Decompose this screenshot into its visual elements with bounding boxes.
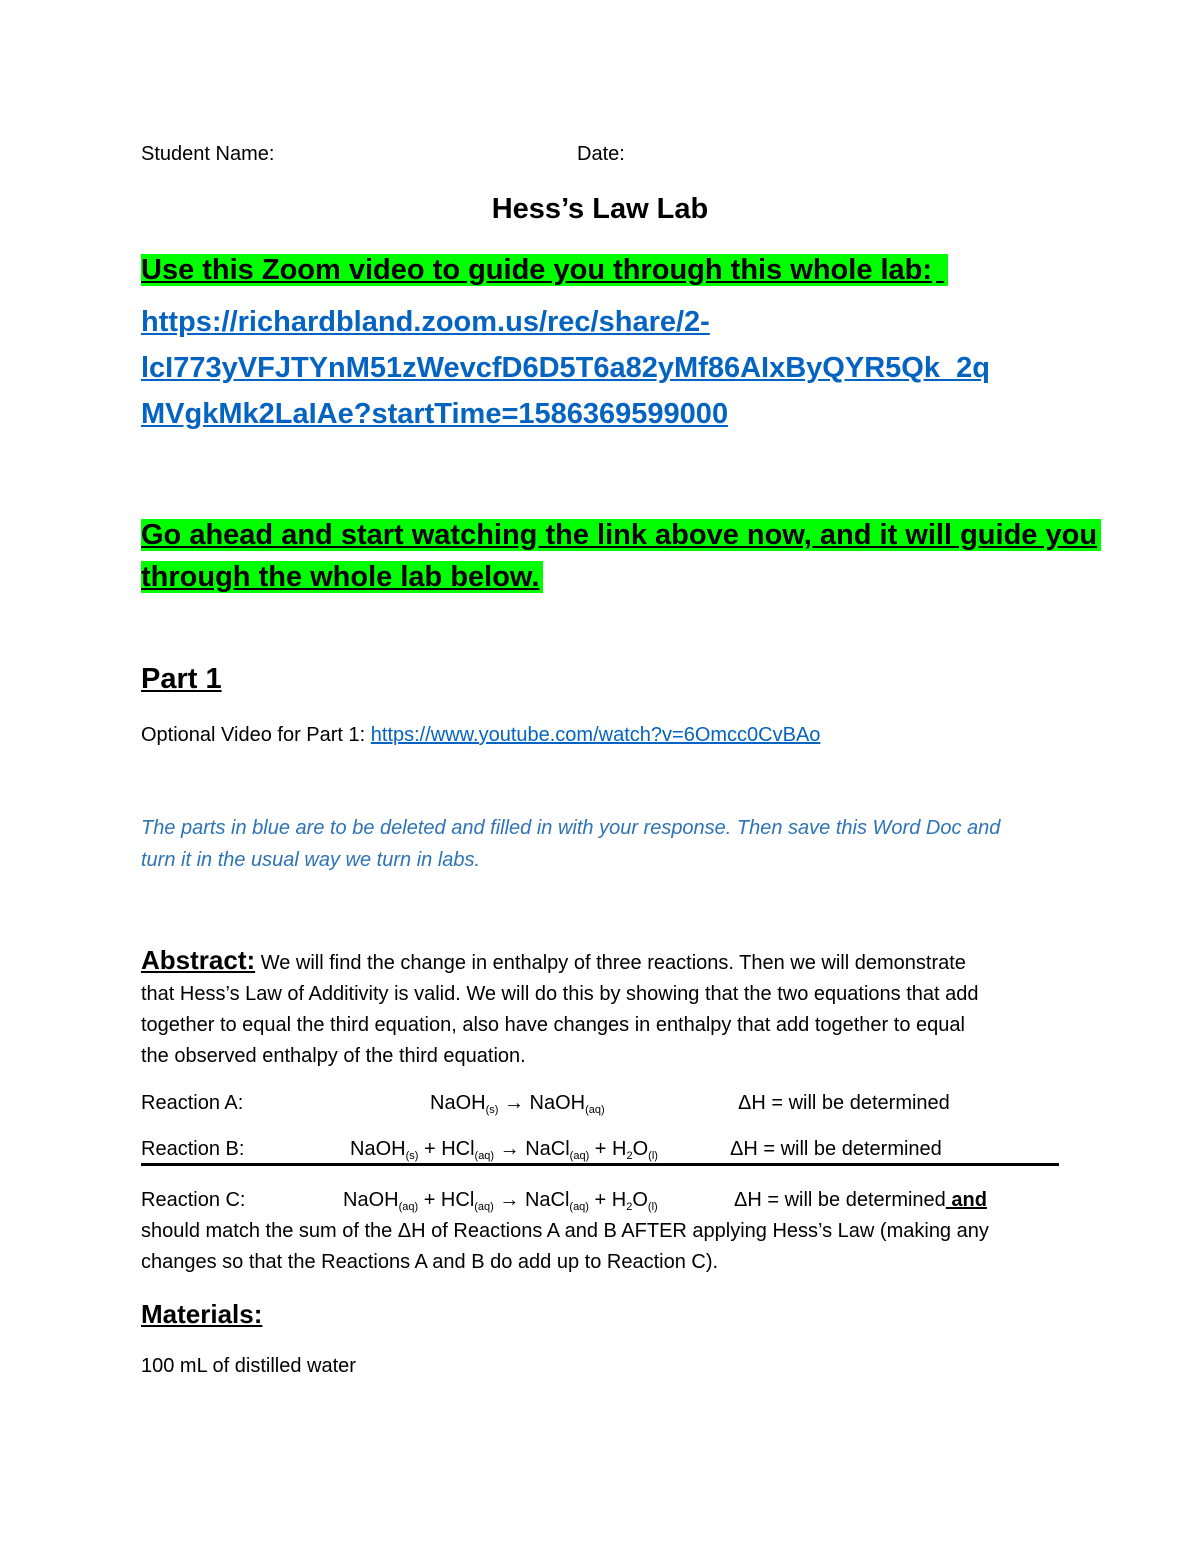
instruction-line-2 — [141, 557, 543, 598]
abstract-label: Abstract: — [141, 945, 256, 975]
blue-note-line-2: turn it in the usual way we turn in labs. — [141, 849, 481, 871]
reaction-c-line-3: changes so that the Reactions A and B do add up to Reaction C). — [141, 1251, 719, 1273]
reaction-a-naoh: NaOH — [430, 1092, 486, 1114]
reaction-b-arrow: → — [494, 1138, 526, 1160]
reaction-c-label: Reaction C: — [141, 1189, 246, 1211]
optional-video-line — [141, 724, 820, 747]
part1-heading: Part 1 — [141, 663, 222, 695]
instruction-text-1: Go ahead and start watching the link above now, and it will guide you — [141, 519, 1101, 551]
zoom-heading — [141, 250, 948, 291]
reaction-b-o: O — [632, 1138, 649, 1160]
reaction-b-equation — [350, 1138, 658, 1162]
reaction-c-o: O — [632, 1189, 648, 1211]
header-line — [141, 143, 625, 166]
zoom-link-line-3[interactable]: MVgkMk2LaIAe?startTime=1586369599000 — [141, 398, 729, 430]
reaction-b-state-l: (l) — [648, 1150, 658, 1162]
reaction-b-nacl: NaCl — [525, 1138, 570, 1160]
reaction-c-h: + H — [588, 1189, 627, 1211]
reaction-c-state-aq2: (aq) — [569, 1201, 589, 1213]
reaction-b-label: Reaction B: — [141, 1138, 245, 1160]
reaction-a-state-s: (s) — [485, 1104, 499, 1116]
abstract-line-2: that Hess’s Law of Additivity is valid. We will do this by showing that the two equations that add — [141, 983, 979, 1005]
blue-note-line-1: The parts in blue are to be deleted and filled in with your response. Then save this Word Doc and — [141, 817, 1001, 839]
reaction-c-hcl: + HCl — [418, 1189, 475, 1211]
reaction-a-delta-h: ΔH = will be determined — [738, 1092, 950, 1114]
optional-video-link[interactable]: https://www.youtube.com/watch?v=6Omcc0CvBAo — [370, 724, 821, 746]
reaction-b-state-aq2: (aq) — [569, 1150, 590, 1162]
instruction-line-1 — [141, 515, 1101, 556]
reaction-c-subscript-2: 2 — [626, 1201, 633, 1213]
reaction-c-nacl: NaCl — [524, 1189, 570, 1211]
zoom-link-line-2[interactable]: lcI773yVFJTYnM51zWevcfD6D5T6a82yMf86AIxByQYR5Qk_2q — [141, 352, 990, 384]
zoom-heading-text: Use this Zoom video to guide you through this whole lab: — [141, 254, 936, 286]
reaction-a-label: Reaction A: — [141, 1092, 244, 1114]
reaction-a-equation — [430, 1092, 605, 1116]
reaction-c-delta-h-text: ΔH = will be determined — [734, 1189, 946, 1211]
reaction-c-naoh: NaOH — [343, 1189, 399, 1211]
reaction-b-delta-h: ΔH = will be determined — [730, 1138, 942, 1160]
reaction-b-naoh: NaOH — [350, 1138, 406, 1160]
zoom-link-line-1[interactable]: https://richardbland.zoom.us/rec/share/2- — [141, 306, 710, 338]
reaction-a-arrow: → — [498, 1092, 530, 1114]
reaction-b-h: + H — [589, 1138, 627, 1160]
zoom-heading-trailing-space — [936, 254, 948, 286]
sum-divider-line — [141, 1163, 1059, 1166]
reaction-c-equation — [343, 1189, 658, 1213]
reaction-b-subscript-2: 2 — [626, 1150, 633, 1162]
instruction-text-2: through the whole lab below. — [141, 561, 543, 593]
reaction-c-line-2: should match the sum of the ΔH of Reactions A and B AFTER applying Hess’s Law (making any — [141, 1220, 989, 1242]
abstract-line-3: together to equal the third equation, also have changes in enthalpy that add together to equal — [141, 1014, 965, 1036]
materials-heading: Materials: — [141, 1299, 263, 1329]
reaction-c-delta-h — [734, 1189, 987, 1212]
reaction-c-and: and — [945, 1189, 987, 1211]
reaction-c-state-l: (l) — [647, 1201, 658, 1213]
abstract-text-1: We will find the change in enthalpy of three reactions. Then we will demonstrate — [255, 952, 966, 974]
reaction-c-state-aq0: (aq) — [398, 1201, 419, 1213]
reaction-a-state-aq: (aq) — [585, 1104, 605, 1116]
abstract-line-4: the observed enthalpy of the third equation. — [141, 1045, 526, 1067]
student-name-label: Student Name: — [141, 143, 275, 165]
optional-video-label: Optional Video for Part 1: — [141, 724, 371, 746]
materials-item: 100 mL of distilled water — [141, 1355, 356, 1377]
page-title: Hess’s Law Lab — [491, 193, 709, 225]
date-label: Date: — [577, 143, 625, 165]
reaction-c-state-aq1: (aq) — [474, 1201, 494, 1213]
reaction-b-hcl: + HCl — [418, 1138, 475, 1160]
reaction-b-state-s: (s) — [405, 1150, 419, 1162]
reaction-c-arrow: → — [493, 1189, 525, 1211]
reaction-b-state-aq1: (aq) — [474, 1150, 495, 1162]
reaction-a-naoh-product: NaOH — [529, 1092, 586, 1114]
abstract-line-1 — [141, 945, 966, 976]
